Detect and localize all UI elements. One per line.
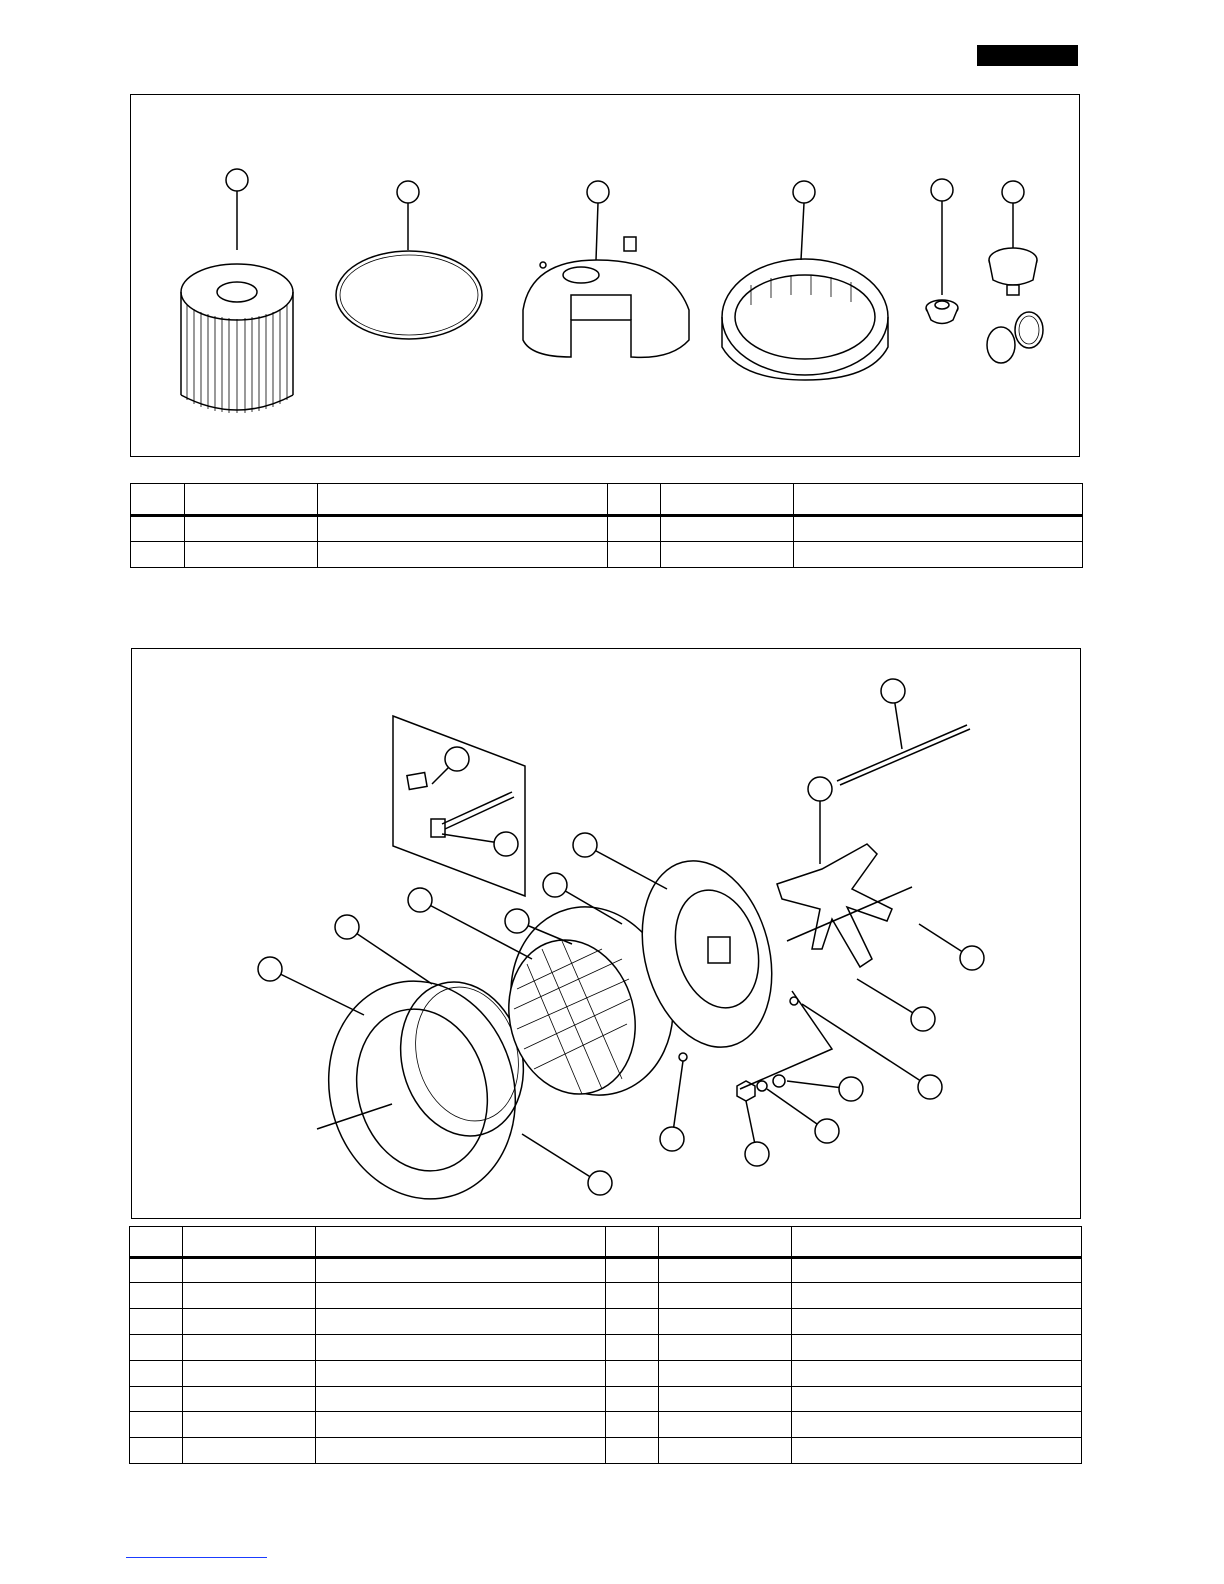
- footer-link[interactable]: [126, 1557, 267, 1558]
- drain-valve-drawing: [987, 248, 1043, 363]
- callout-b8: [442, 832, 518, 856]
- table-row: [130, 1361, 1082, 1387]
- callout-b11: [919, 924, 984, 970]
- callout-b14: [787, 1077, 863, 1101]
- callout-b18: [522, 1134, 612, 1195]
- callout-b7: [432, 747, 469, 784]
- callout-b2: [335, 915, 432, 984]
- callout-6: [1002, 181, 1024, 248]
- table-row: [130, 1412, 1082, 1438]
- inset-detail-box: [393, 716, 525, 896]
- callout-b6: [573, 833, 667, 889]
- exploded-view-top: [130, 94, 1080, 457]
- table-row: [130, 1258, 1082, 1283]
- table-row: [130, 1438, 1082, 1464]
- locking-ring-drawing: [722, 259, 888, 380]
- table-header-row: [131, 484, 1083, 516]
- front-ring-drawing: [305, 960, 540, 1220]
- callout-b10: [808, 777, 832, 864]
- exploded-view-bottom: [131, 648, 1081, 1219]
- callout-b9: [881, 679, 905, 749]
- switch-drawing: [407, 773, 514, 837]
- table-header-row: [130, 1227, 1082, 1258]
- table-row: [131, 516, 1083, 542]
- parts-table-top: [130, 483, 1083, 568]
- callout-b16: [745, 1101, 769, 1166]
- filter-cage-cover-drawing: [523, 237, 689, 357]
- callout-2: [397, 181, 419, 250]
- callout-4: [793, 181, 815, 260]
- callout-b1: [258, 957, 364, 1015]
- mounting-bracket-drawing: [777, 844, 892, 967]
- table-row: [130, 1309, 1082, 1335]
- callout-3: [587, 181, 609, 260]
- table-row: [130, 1335, 1082, 1361]
- callout-b12: [857, 979, 935, 1031]
- parts-table-bottom: [129, 1226, 1082, 1464]
- callout-1: [226, 169, 248, 250]
- small-knob-drawing: [926, 300, 958, 324]
- cartridge-filter-drawing: [181, 264, 293, 413]
- callout-b17: [660, 1061, 684, 1151]
- filter-gasket-drawing: [336, 251, 482, 339]
- table-row: [130, 1283, 1082, 1309]
- table-row: [131, 542, 1083, 568]
- callout-b15: [767, 1089, 839, 1143]
- table-row: [130, 1387, 1082, 1412]
- header-tab: [977, 45, 1078, 66]
- power-cord-drawing: [837, 725, 970, 785]
- callout-5: [931, 179, 953, 295]
